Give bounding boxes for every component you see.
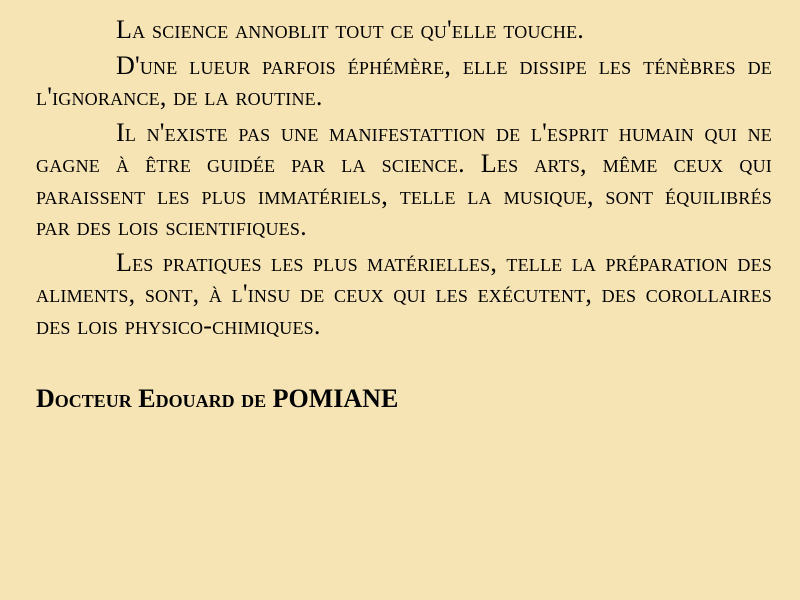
- author-surname: POMIANE: [272, 384, 399, 413]
- author-signature: [36, 383, 772, 414]
- quote-paragraph-2: D'une lueur parfois éphémère, elle dissipe les ténèbres de l'ignorance, de la routine.: [36, 50, 772, 111]
- quote-paragraph-1: La science annoblit tout ce qu'elle touche.: [116, 15, 584, 44]
- quote-paragraph-4: Les pratiques les plus matérielles, telle la préparation des aliments, sont, à l'insu de ceux qui les exécutent, des corollaires des lois physico-chimiques.: [36, 247, 772, 340]
- author-signature-prefix: Docteur Edouard de: [36, 384, 273, 413]
- quote-paragraph-3: Il n'existe pas une manifestattion de l'esprit humain qui ne gagne à être guidée par la science. Les arts, même ceux qui paraissent les plus immatériels, telle la musique, sont équilibrés par des lois scientifiques.: [36, 117, 772, 241]
